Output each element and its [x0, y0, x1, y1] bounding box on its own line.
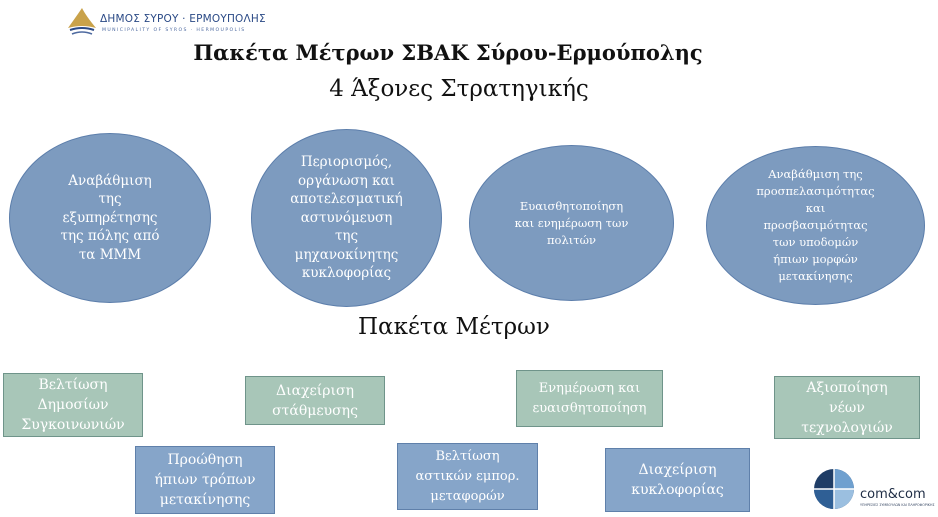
package-label: Διαχείριση κυκλοφορίας	[631, 462, 724, 498]
package-label: Βελτίωση αστικών εμπορ. μεταφορών	[415, 448, 520, 504]
comcom-globe-icon	[812, 467, 856, 511]
package-awareness	[516, 370, 663, 427]
package-urban-freight	[397, 443, 538, 510]
municipality-logo	[64, 4, 264, 42]
strategy-axis-4	[706, 146, 925, 305]
package-label: Διαχείριση στάθμευσης	[272, 382, 358, 419]
package-traffic-management	[605, 448, 750, 512]
strategy-axis-2	[251, 129, 442, 307]
municipality-emblem-icon	[64, 4, 100, 40]
page-title: Πακέτα Μέτρων ΣΒΑΚ Σύρου-Ερμούπολης	[193, 40, 703, 65]
strategy-axis-3	[469, 145, 674, 301]
strategy-axis-2-label: Περιορισμός, οργάνωση και αποτελεσματική αστυνόμευση της μηχανοκίνητης κυκλοφορίας	[290, 154, 403, 282]
strategy-axis-1-label: Αναβάθμιση της εξυπηρέτησης της πόλης από τα ΜΜΜ	[60, 172, 160, 263]
municipality-name-en: MUNICIPALITY OF SYROS · HERMOUPOLIS	[102, 28, 246, 33]
page-subtitle: 4 Άξονες Στρατηγικής	[329, 76, 589, 102]
strategy-axis-3-label: Ευαισθητοποίηση και ενημέρωση των πολιτών	[514, 198, 629, 247]
comcom-tagline: ΥΠΗΡΕΣΙΕΣ ΣΥΜΒΟΥΛΩΝ ΚΑΙ ΠΛΗΡΟΦΟΡΙΚΗΣ	[860, 503, 935, 507]
comcom-logo	[812, 467, 934, 513]
package-soft-mobility	[135, 446, 275, 514]
package-label: Ενημέρωση και ευαισθητοποίηση	[532, 380, 647, 416]
strategy-axis-4-label: Αναβάθμιση της προσπελασιμότητας και προσβασιμότητας των υποδομών ήπιων μορφών μετακίνησης	[756, 167, 875, 283]
package-parking-management	[245, 376, 385, 425]
package-label: Προώθηση ήπιων τρόπων μετακίνησης	[154, 452, 256, 508]
packages-heading: Πακέτα Μέτρων	[358, 314, 550, 340]
package-label: Αξιοποίηση νέων τεχνολογιών	[801, 379, 893, 436]
strategy-axis-1	[9, 133, 211, 303]
municipality-name: ΔΗΜΟΣ ΣΥΡΟΥ · ΕΡΜΟΥΠΟΛΗΣ	[100, 13, 266, 25]
comcom-name: com&com	[860, 487, 926, 502]
package-label: Βελτίωση Δημοσίων Συγκοινωνιών	[21, 377, 125, 433]
package-new-technologies	[774, 376, 920, 439]
package-public-transport	[3, 373, 143, 437]
